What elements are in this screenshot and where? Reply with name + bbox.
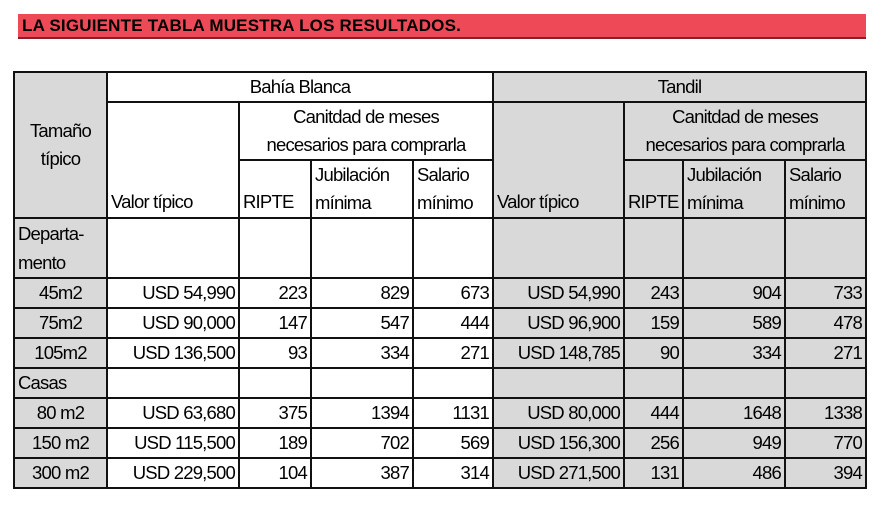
size-header [14,72,107,218]
empty-cell [311,368,413,398]
t-months-header [624,102,866,160]
bb-value-cell: USD 136,500 [107,338,239,368]
bb-value-cell: USD 115,500 [107,428,239,458]
section-label [14,218,107,278]
empty-cell [239,368,311,398]
size-header-line1: Tamaño [29,120,92,141]
city-bahia-blanca: Bahía Blanca [107,72,493,102]
bb-ripte-cell: 189 [239,428,311,458]
bb-sal-header [413,160,493,218]
t-ripte-cell: 131 [624,458,683,488]
empty-cell [493,218,624,278]
t-sal-cell: 1338 [785,398,866,428]
bb-value-cell: USD 90,000 [107,308,239,338]
t-sal-cell: 770 [785,428,866,458]
t-value-cell: USD 96,900 [493,308,624,338]
bb-value-cell: USD 229,500 [107,458,239,488]
section-label: Casas [14,368,107,398]
bb-ripte-cell: 104 [239,458,311,488]
empty-cell [785,218,866,278]
size-cell: 105m2 [14,338,107,368]
bb-ripte-cell: 93 [239,338,311,368]
bb-jub-line2: mínima [315,192,371,213]
t-jub-cell: 904 [683,278,785,308]
page-title: LA SIGUIENTE TABLA MUESTRA LOS RESULTADOS. [22,16,462,35]
t-value-cell: USD 54,990 [493,278,624,308]
bb-sal-cell: 314 [413,458,493,488]
bb-sal-cell: 673 [413,278,493,308]
table-row [14,278,866,308]
bb-sal-cell: 1131 [413,398,493,428]
bb-jub-header [311,160,413,218]
bb-value-label: Valor típico [111,191,193,212]
t-sal-cell: 394 [785,458,866,488]
t-sal-cell: 478 [785,308,866,338]
bb-value-cell: USD 54,990 [107,278,239,308]
bb-ripte-cell: 375 [239,398,311,428]
t-jub-cell: 334 [683,338,785,368]
t-jub-cell: 1648 [683,398,785,428]
bb-jub-cell: 702 [311,428,413,458]
size-cell: 300 m2 [14,458,107,488]
empty-cell [413,218,493,278]
bb-months-line2: necesarios para comprarla [266,134,466,155]
size-cell: 150 m2 [14,428,107,458]
t-ripte-cell: 444 [624,398,683,428]
title-banner [18,14,866,39]
t-sal-header [785,160,866,218]
bb-jub-cell: 387 [311,458,413,488]
table-row [14,398,866,428]
bb-months-line1: Canitdad de meses [293,106,439,127]
section-row-departamento [14,218,866,278]
empty-cell [624,218,683,278]
t-value-header [493,102,624,218]
empty-cell [311,218,413,278]
t-value-cell: USD 271,500 [493,458,624,488]
bb-ripte-label: RIPTE [243,191,294,212]
t-jub-cell: 949 [683,428,785,458]
bb-sal-cell: 444 [413,308,493,338]
bb-ripte-cell: 223 [239,278,311,308]
empty-cell [107,218,239,278]
t-months-line2: necesarios para comprarla [645,134,845,155]
t-sal-cell: 271 [785,338,866,368]
bb-jub-cell: 829 [311,278,413,308]
bb-ripte-header [239,160,311,218]
t-value-cell: USD 156,300 [493,428,624,458]
t-months-line1: Canitdad de meses [672,106,818,127]
t-sal-cell: 733 [785,278,866,308]
size-cell: 80 m2 [14,398,107,428]
table-row [14,458,866,488]
t-ripte-cell: 243 [624,278,683,308]
bb-months-header [239,102,493,160]
table-row [14,428,866,458]
t-ripte-cell: 256 [624,428,683,458]
section-row-casas [14,368,866,398]
city-tandil: Tandil [493,72,866,102]
results-table [13,71,867,489]
t-jub-cell: 589 [683,308,785,338]
bb-value-cell: USD 63,680 [107,398,239,428]
bb-sal-cell: 569 [413,428,493,458]
t-sal-line2: mínimo [789,192,845,213]
section-label-line1: Departa- [18,223,84,244]
t-sal-line1: Salario [789,164,841,185]
t-jub-line1: Jubilación [687,164,762,185]
bb-jub-cell: 334 [311,338,413,368]
empty-cell [785,368,866,398]
size-header-line2: típico [40,148,81,169]
empty-cell [107,368,239,398]
t-value-cell: USD 148,785 [493,338,624,368]
t-ripte-header [624,160,683,218]
t-jub-header [683,160,785,218]
t-jub-line2: mínima [687,192,743,213]
empty-cell [413,368,493,398]
bb-sal-line1: Salario [417,164,469,185]
header-row-cities [14,72,866,102]
t-value-cell: USD 80,000 [493,398,624,428]
t-ripte-label: RIPTE [628,191,679,212]
empty-cell [683,368,785,398]
t-jub-cell: 486 [683,458,785,488]
t-ripte-cell: 159 [624,308,683,338]
empty-cell [239,218,311,278]
empty-cell [624,368,683,398]
table-row [14,308,866,338]
empty-cell [493,368,624,398]
bb-sal-cell: 271 [413,338,493,368]
t-value-label: Valor típico [497,191,579,212]
empty-cell [683,218,785,278]
bb-jub-cell: 1394 [311,398,413,428]
section-label-line2: mento [18,252,66,273]
table-row [14,338,866,368]
size-cell: 75m2 [14,308,107,338]
bb-ripte-cell: 147 [239,308,311,338]
t-ripte-cell: 90 [624,338,683,368]
bb-jub-cell: 547 [311,308,413,338]
bb-value-header [107,102,239,218]
size-cell: 45m2 [14,278,107,308]
bb-jub-line1: Jubilación [315,164,390,185]
bb-sal-line2: mínimo [417,192,473,213]
